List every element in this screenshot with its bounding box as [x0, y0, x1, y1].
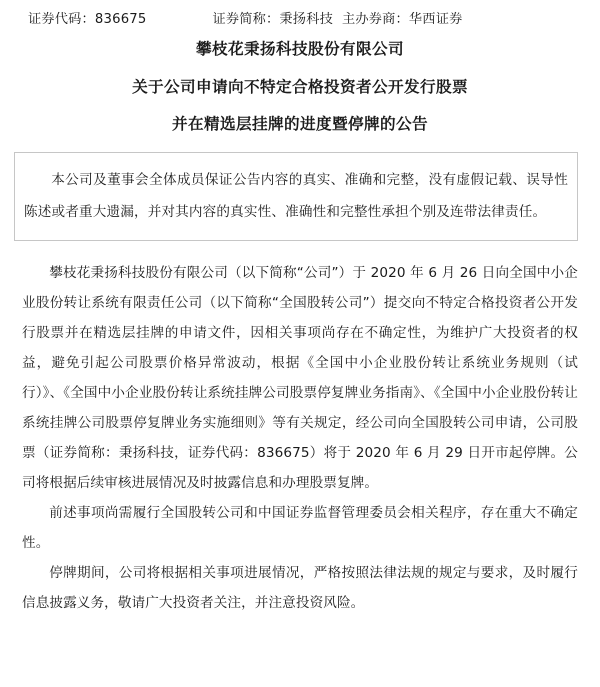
security-code: 证券代码：836675 [28, 12, 147, 27]
security-abbreviation: 证券简称：秉扬科技 [212, 12, 333, 27]
body-paragraph: 攀枝花秉扬科技股份有限公司（以下简称“公司”）于 2020 年 6 月 26 日向全国中小企业股份转让系统有限责任公司（以下简称“全国股转公司”）提交向不特定合格投资者公开发行股票并在精选层挂牌的申请文件，因相关事项尚存在不确定性，为维护广大投资者的权益，避免引起公司股票价格异常波动，根据《全国中小企业股份转让系统业务规则（试行）》、《全国中小企业股份转让系统挂牌公司股票停复牌业务指南》、《全国中小企业股份转让系统挂牌公司股票停复牌业务实施细则》等有关规定，经公司向全国股转公司申请，公司股票（证券简称：秉扬科技，证券代码：836675）将于 2020 年 6 月 29 日开市起停牌。公司将根据后续审核进展情况及时披露信息和办理股票复牌。 [22, 264, 578, 491]
sponsoring-broker: 主办券商：华西证券 [341, 12, 463, 27]
announcement-title-line-1: 关于公司申请向不特定合格投资者公开发行股票 [132, 77, 468, 96]
body-paragraph: 前述事项尚需履行全国股转公司和中国证券监督管理委员会相关程序，存在重大不确定性。 [22, 504, 578, 551]
body-block [22, 258, 578, 618]
document-header [0, 0, 600, 26]
title-block [0, 42, 600, 133]
announcement-title-line-2: 并在精选层挂牌的进度暨停牌的公告 [172, 115, 428, 134]
company-name-title: 攀枝花秉扬科技股份有限公司 [196, 40, 404, 59]
body-paragraph: 停牌期间，公司将根据相关事项进展情况，严格按照法律法规的规定与要求，及时履行信息披露义务，敬请广大投资者关注，并注意投资风险。 [22, 564, 578, 611]
disclaimer-box [14, 152, 578, 241]
disclaimer-text: 本公司及董事会全体成员保证公告内容的真实、准确和完整，没有虚假记载、误导性陈述或者重大遗漏，并对其内容的真实性、准确性和完整性承担个别及连带法律责任。 [24, 171, 568, 220]
